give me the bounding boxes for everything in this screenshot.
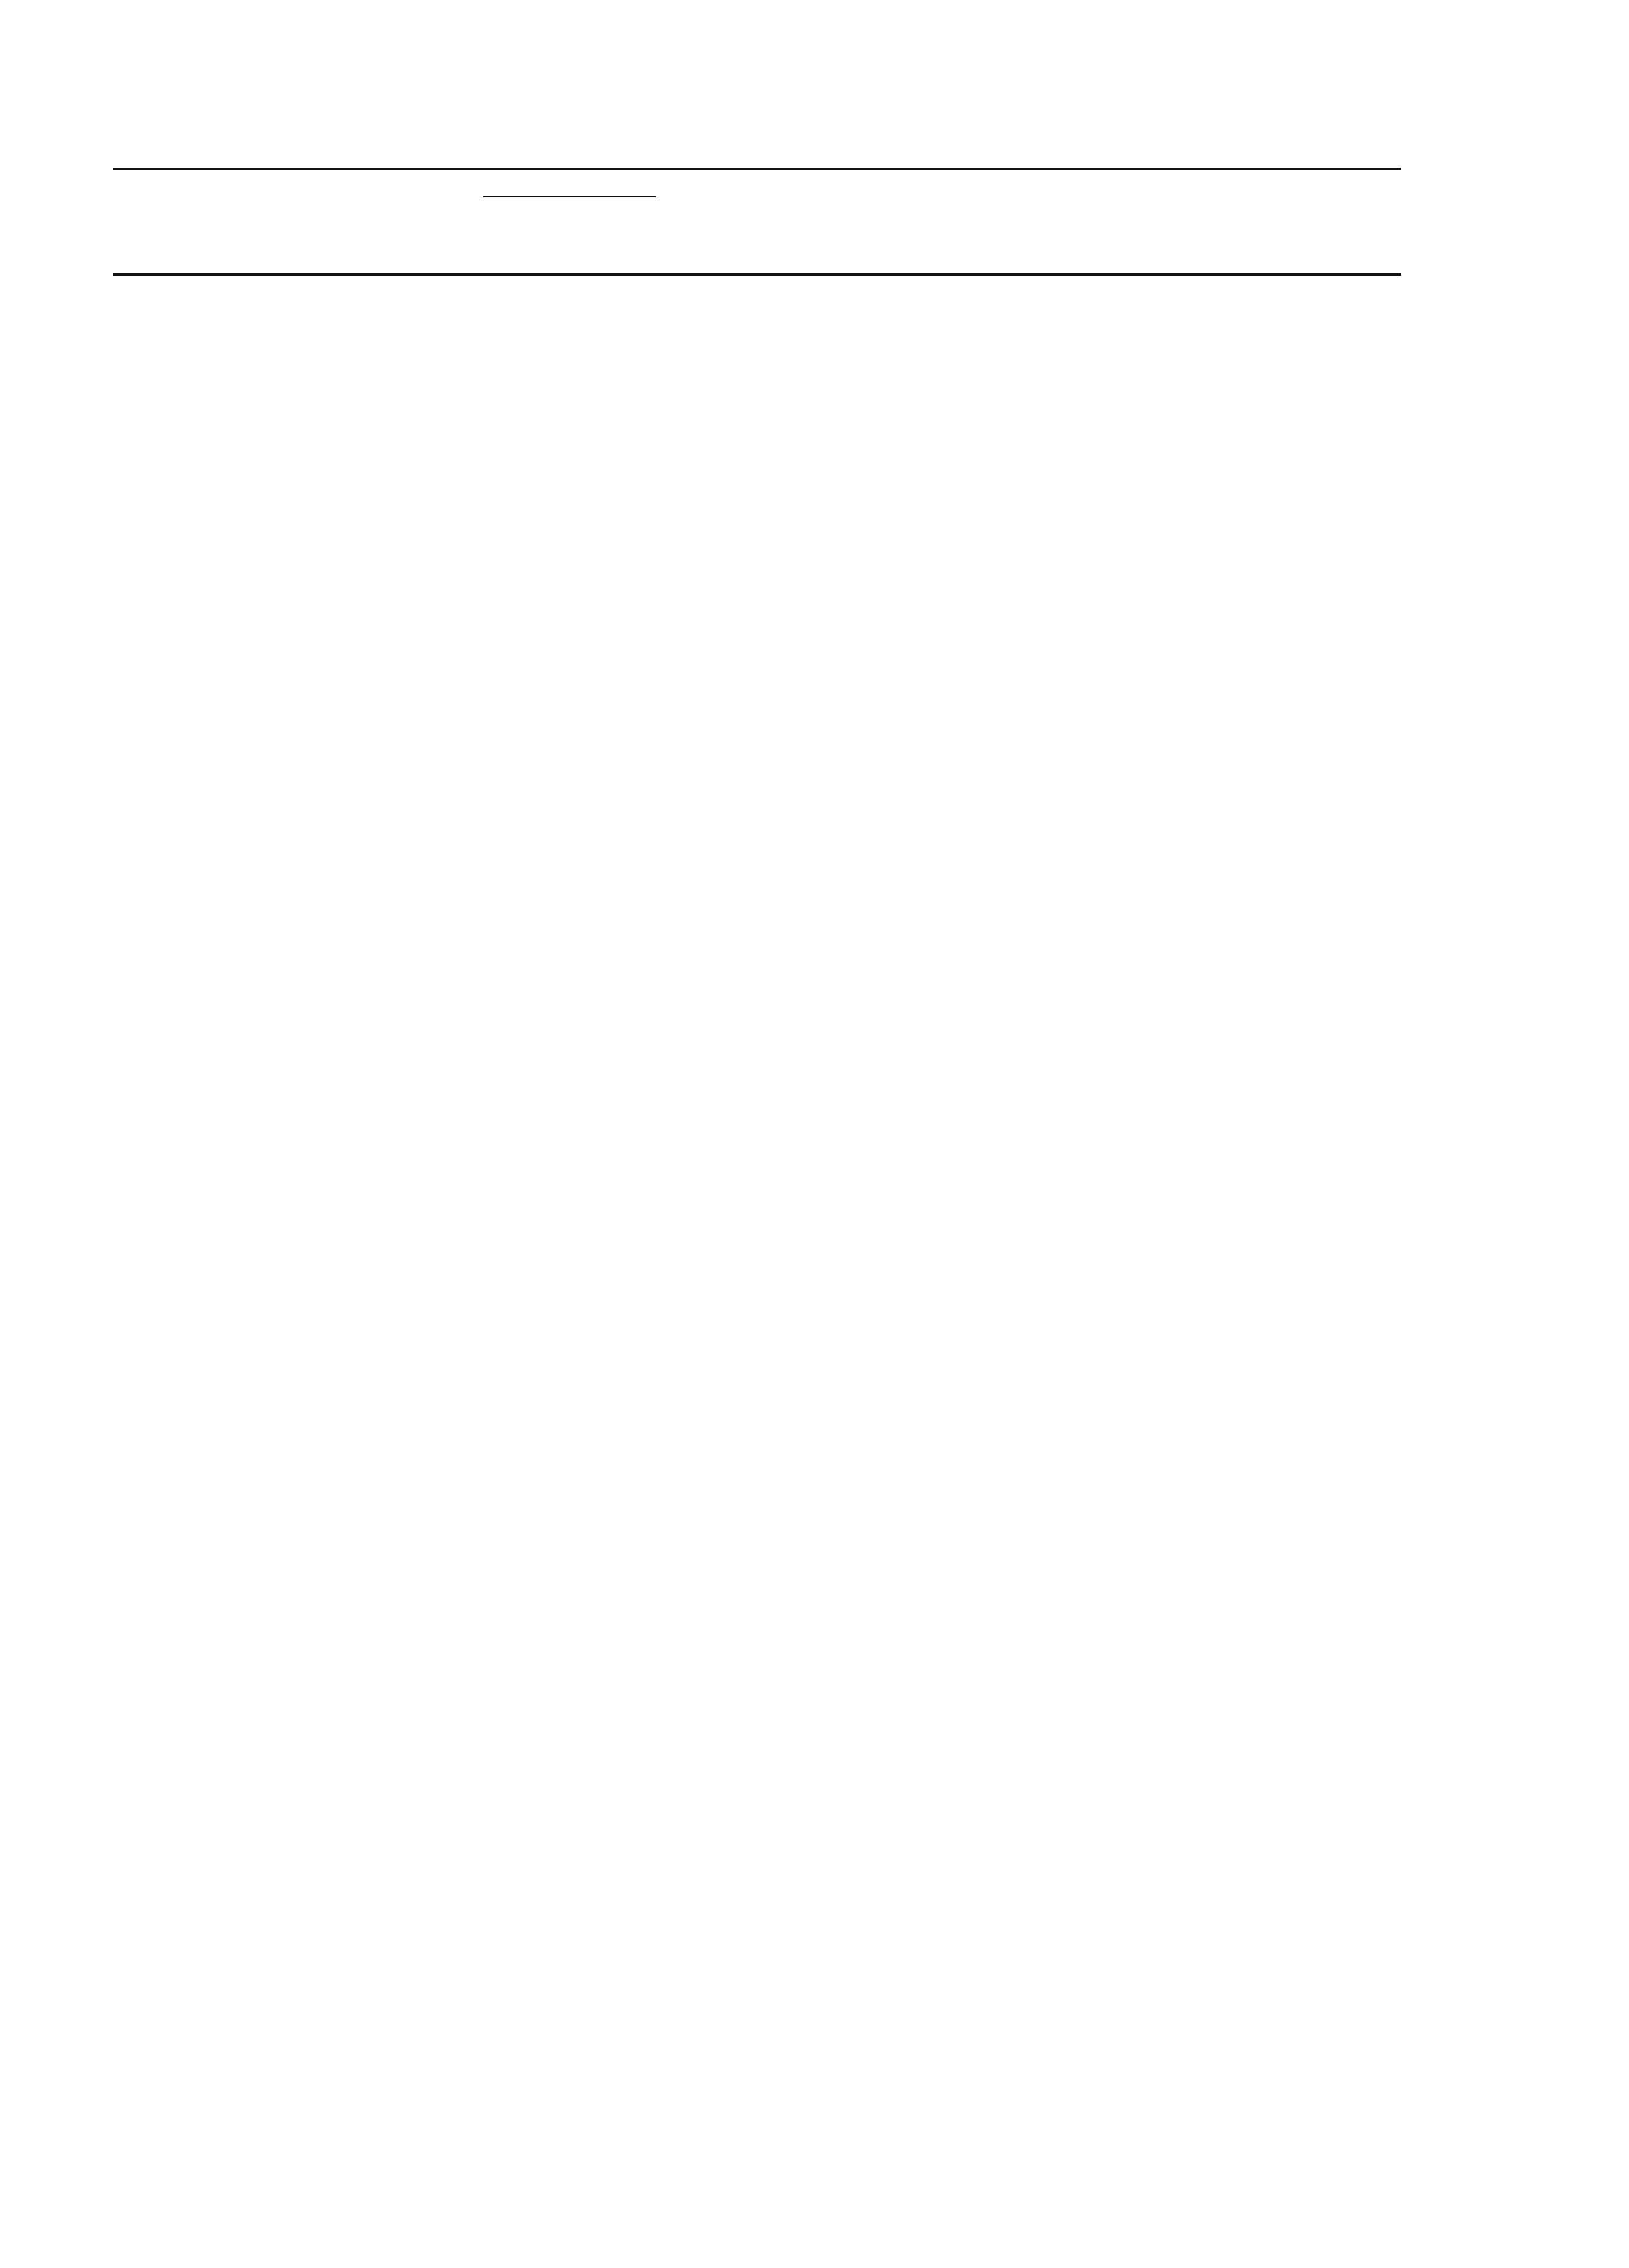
- quantity-underline: [483, 196, 656, 197]
- table-header-rule: [113, 273, 1401, 276]
- table-top-rule: [113, 168, 1401, 170]
